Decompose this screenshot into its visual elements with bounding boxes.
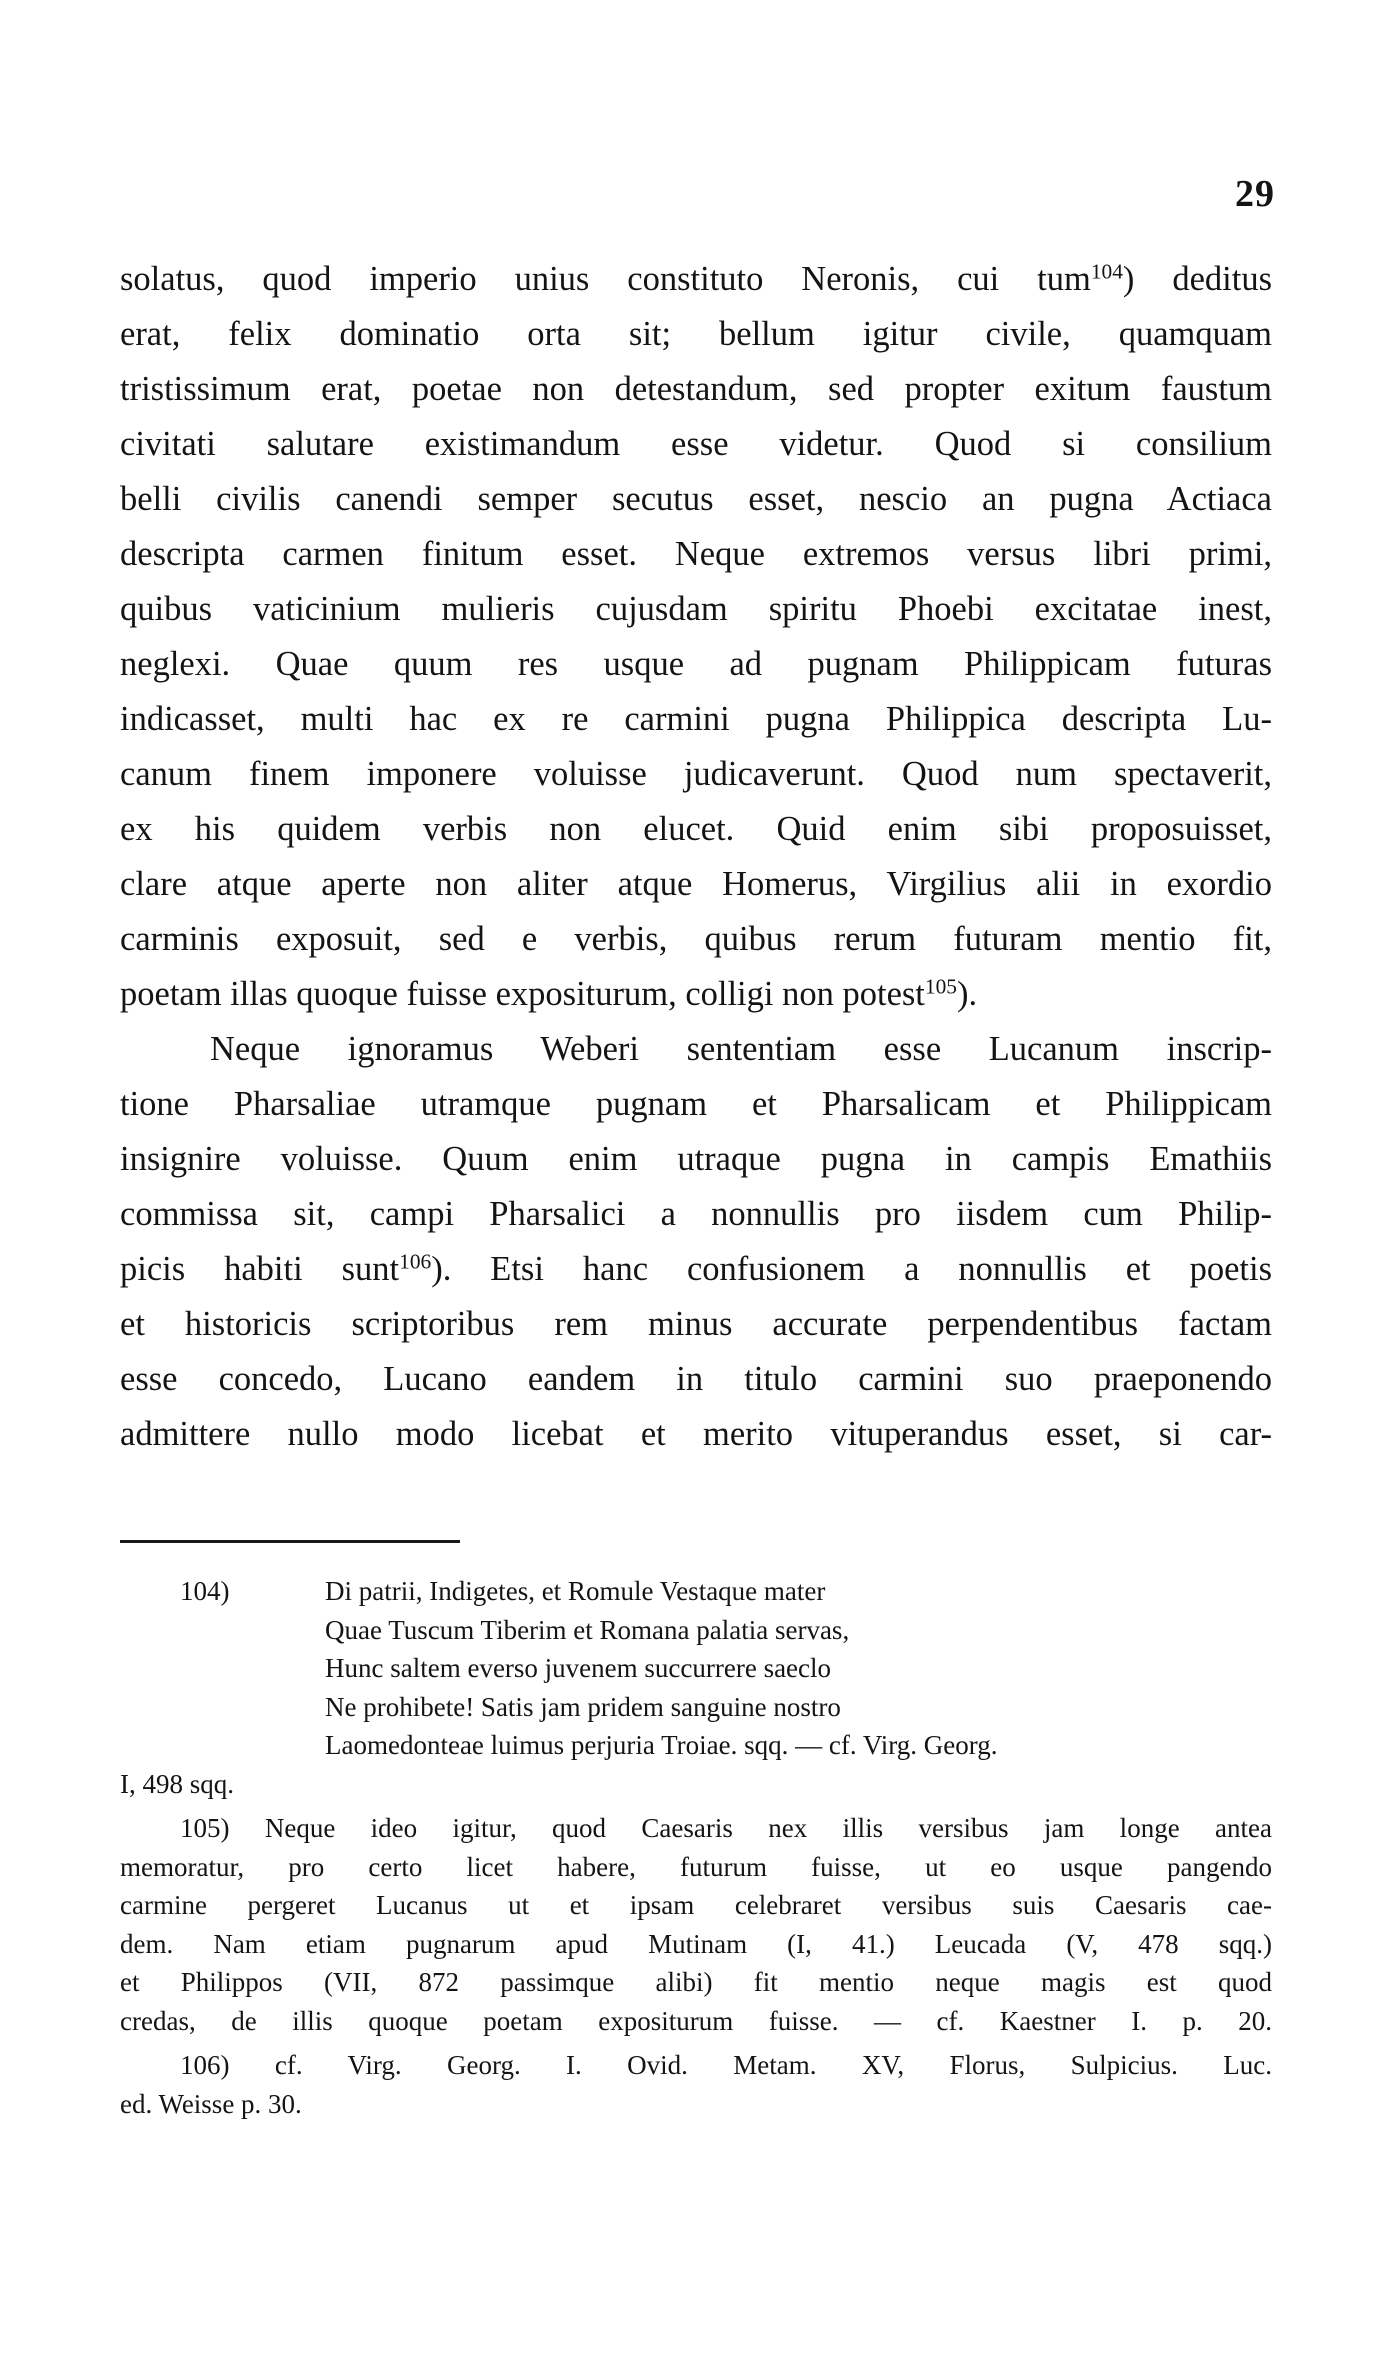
text-line-content: ). — [956, 975, 978, 1013]
text-line — [120, 967, 1272, 1022]
text-line: indicasset, multi hac ex re carmini pugna Philippica descripta Lu- — [120, 700, 1272, 738]
page-number: 29 — [1235, 173, 1275, 215]
text-line: commissa sit, campi Pharsalici a nonnullis pro iisdem cum Philip- — [120, 1195, 1272, 1233]
footnote-line: memoratur, pro certo licet habere, futurum fuisse, ut eo usque pangendo — [120, 1851, 1272, 1882]
text-line-content: ) deditus — [1122, 260, 1272, 298]
text-line: clare atque aperte non aliter atque Homerus, Virgilius alii in exordio — [120, 865, 1272, 903]
footnote-line: 106) cf. Virg. Georg. I. Ovid. Metam. XV, Florus, Sulpicius. Luc. — [180, 2050, 1272, 2080]
text-line-content: ). Etsi hanc confusionem a nonnullis et poetis — [431, 1250, 1272, 1288]
footnote-ref-106: 106 — [399, 1249, 432, 1274]
text-line: civitati salutare existimandum esse videtur. Quod si consilium — [120, 425, 1272, 463]
text-line: tione Pharsaliae utramque pugnam et Pharsalicam et Philippicam — [120, 1085, 1272, 1123]
text-line: quibus vaticinium mulieris cujusdam spiritu Phoebi excitatae inest, — [120, 590, 1272, 628]
text-line: ex his quidem verbis non elucet. Quid enim sibi proposuisset, — [120, 810, 1272, 848]
main-text — [120, 252, 1272, 1462]
text-line: Neque ignoramus Weberi sententiam esse Lucanum inscrip- — [210, 1030, 1272, 1068]
footnote-line: I, 498 sqq. — [120, 1768, 234, 1799]
text-line: admittere nullo modo licebat et merito vituperandus esset, si car- — [120, 1415, 1272, 1453]
footnote-106 — [120, 2046, 1272, 2123]
text-line: canum finem imponere voluisse judicaverunt. Quod num spectaverit, — [120, 755, 1272, 793]
footnote-105 — [120, 1809, 1272, 2040]
verse-line: Hunc saltem everso juvenem succurrere saeclo — [325, 1653, 832, 1683]
footnote-line: et Philippos (VII, 872 passimque alibi) fit mentio neque magis est quod — [120, 1967, 1272, 1997]
footnote-line: dem. Nam etiam pugnarum apud Mutinam (I, 41.) Leucada (V, 478 sqq.) — [120, 1928, 1272, 1959]
footnote-label: 104) — [180, 1576, 230, 1606]
verse-line: Di patrii, Indigetes, et Romule Vestaque mater — [325, 1576, 826, 1606]
footnote-line: 105) Neque ideo igitur, quod Caesaris nex illis versibus jam longe antea — [180, 1813, 1272, 1843]
footnote-ref-104: 104 — [1090, 259, 1123, 284]
text-line: et historicis scriptoribus rem minus accurate perpendentibus factam — [120, 1305, 1272, 1343]
footnote-rule — [120, 1540, 460, 1543]
footnote-line: ed. Weisse p. 30. — [120, 2088, 302, 2119]
text-line-content: picis habiti sunt — [120, 1250, 400, 1288]
text-line: descripta carmen finitum esset. Neque extremos versus libri primi, — [120, 535, 1272, 573]
footnotes — [120, 1572, 1272, 2123]
text-line — [120, 252, 1272, 307]
verse-line: Quae Tuscum Tiberim et Romana palatia servas, — [325, 1614, 850, 1645]
text-line-content: solatus, quod imperio unius constituto Neronis, cui tum — [120, 260, 1091, 298]
text-line: insignire voluisse. Quum enim utraque pugna in campis Emathiis — [120, 1140, 1272, 1178]
text-line: erat, felix dominatio orta sit; bellum igitur civile, quamquam — [120, 315, 1272, 353]
footnote-ref-105: 105 — [924, 974, 957, 999]
verse-line: Ne prohibete! Satis jam pridem sanguine nostro — [325, 1691, 841, 1722]
text-line: neglexi. Quae quum res usque ad pugnam Philippicam futuras — [120, 645, 1272, 683]
verse-line: Laomedonteae luimus perjuria Troiae. sqq. — cf. Virg. Georg. — [325, 1730, 998, 1760]
text-line — [120, 1242, 1272, 1297]
text-line: tristissimum erat, poetae non detestandum, sed propter exitum faustum — [120, 370, 1272, 408]
text-line-content: poetam illas quoque fuisse expositurum, colligi non potest — [120, 975, 925, 1013]
text-line: carminis exposuit, sed e verbis, quibus rerum futuram mentio fit, — [120, 920, 1272, 958]
text-line: belli civilis canendi semper secutus esset, nescio an pugna Actiaca — [120, 480, 1272, 518]
footnote-104 — [120, 1572, 1272, 1803]
footnote-line: credas, de illis quoque poetam expositurum fuisse. — cf. Kaestner I. p. 20. — [120, 2005, 1272, 2036]
text-line: esse concedo, Lucano eandem in titulo carmini suo praeponendo — [120, 1360, 1272, 1398]
footnote-line: carmine pergeret Lucanus ut et ipsam celebraret versibus suis Caesaris cae- — [120, 1890, 1272, 1920]
